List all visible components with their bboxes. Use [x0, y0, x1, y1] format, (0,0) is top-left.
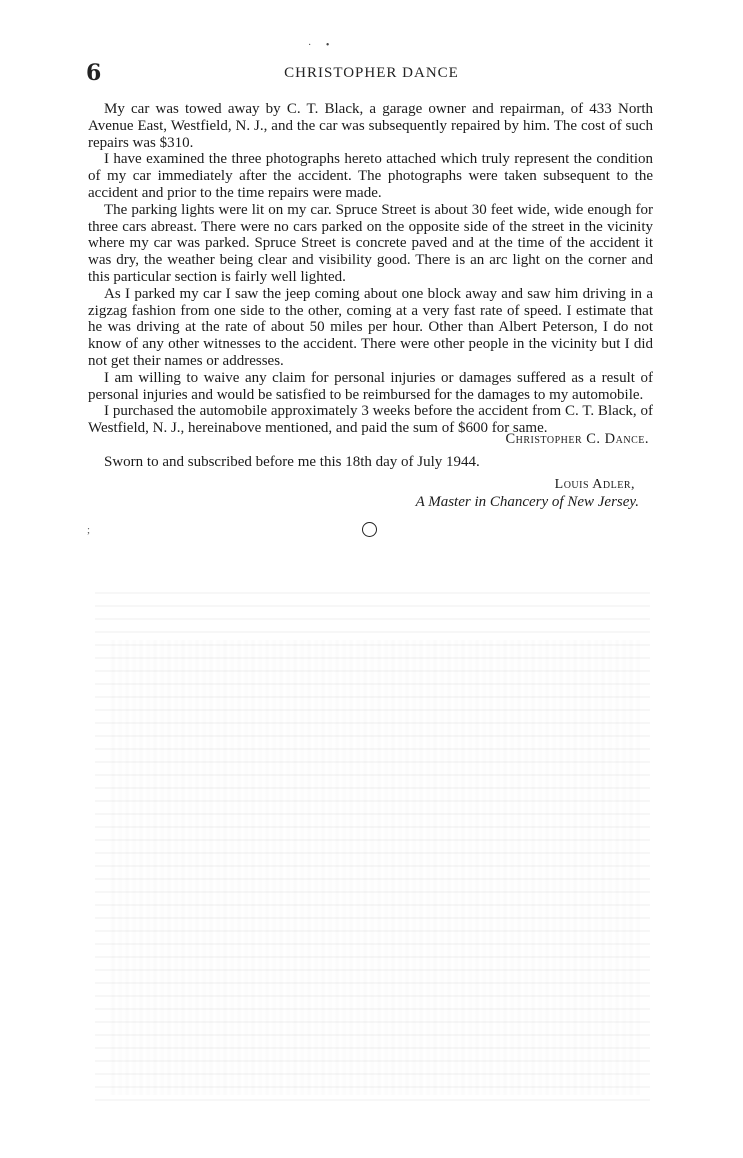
bleed-through-texture-secondary	[110, 640, 640, 1095]
officer-title: A Master in Chancery of New Jersey.	[415, 494, 639, 510]
body-text	[88, 101, 653, 437]
margin-tick-mark: ;	[87, 524, 91, 536]
print-specks: · •	[308, 40, 336, 51]
officer-name: Louis Adler,	[554, 477, 635, 492]
paragraph-jeep: As I parked my car I saw the jeep coming about one block away and saw him driving in a zigzag fashion from one side to the other, coming at a very fast rate of speed. I estimate that he was driving at the rate of about 50 miles per hour. Other than Albert Peterson, I do not know of any other witnesses to the accident. There were other people in the vicinity but I did not get their names or addresses.	[88, 285, 653, 369]
running-head: CHRISTOPHER DANCE	[284, 65, 459, 81]
signature: Christopher C. Dance.	[505, 431, 649, 447]
paragraph-towing: My car was towed away by C. T. Black, a garage owner and repairman, of 433 North Avenue East, Westfield, N. J., and the car was subsequently repaired by him. The cost of such repairs was $310.	[88, 101, 653, 151]
paragraph-purchase: I purchased the automobile approximately 3 weeks before the accident from C. T. Black, of Westfield, N. J., hereinabove mentioned, and paid the sum of $600 for same.	[88, 403, 653, 437]
circle-mark-icon	[362, 522, 377, 537]
page-number: 6	[86, 60, 102, 86]
paragraph-waiver: I am willing to waive any claim for personal injuries or damages suffered as a result of personal injuries and would be satisfied to be reimbursed for the damages to my automobile.	[88, 369, 653, 403]
paragraph-street-conditions: The parking lights were lit on my car. Spruce Street is about 30 feet wide, wide enough for three cars abreast. There were no cars parked on the opposite side of the street in the vicinity where my car was parked. Spruce Street is concrete paved and at the time of the accident it was dry, the weather being clear and visibility good. There is an arc light on the corner and this particular section is fairly well lighted.	[88, 201, 653, 285]
paragraph-photographs: I have examined the three photographs hereto attached which truly represent the condition of my car immediately after the accident. The photographs were taken subsequent to the accident and prior to the time repairs were made.	[88, 151, 653, 201]
jurat: Sworn to and subscribed before me this 18th day of July 1944.	[104, 454, 480, 470]
